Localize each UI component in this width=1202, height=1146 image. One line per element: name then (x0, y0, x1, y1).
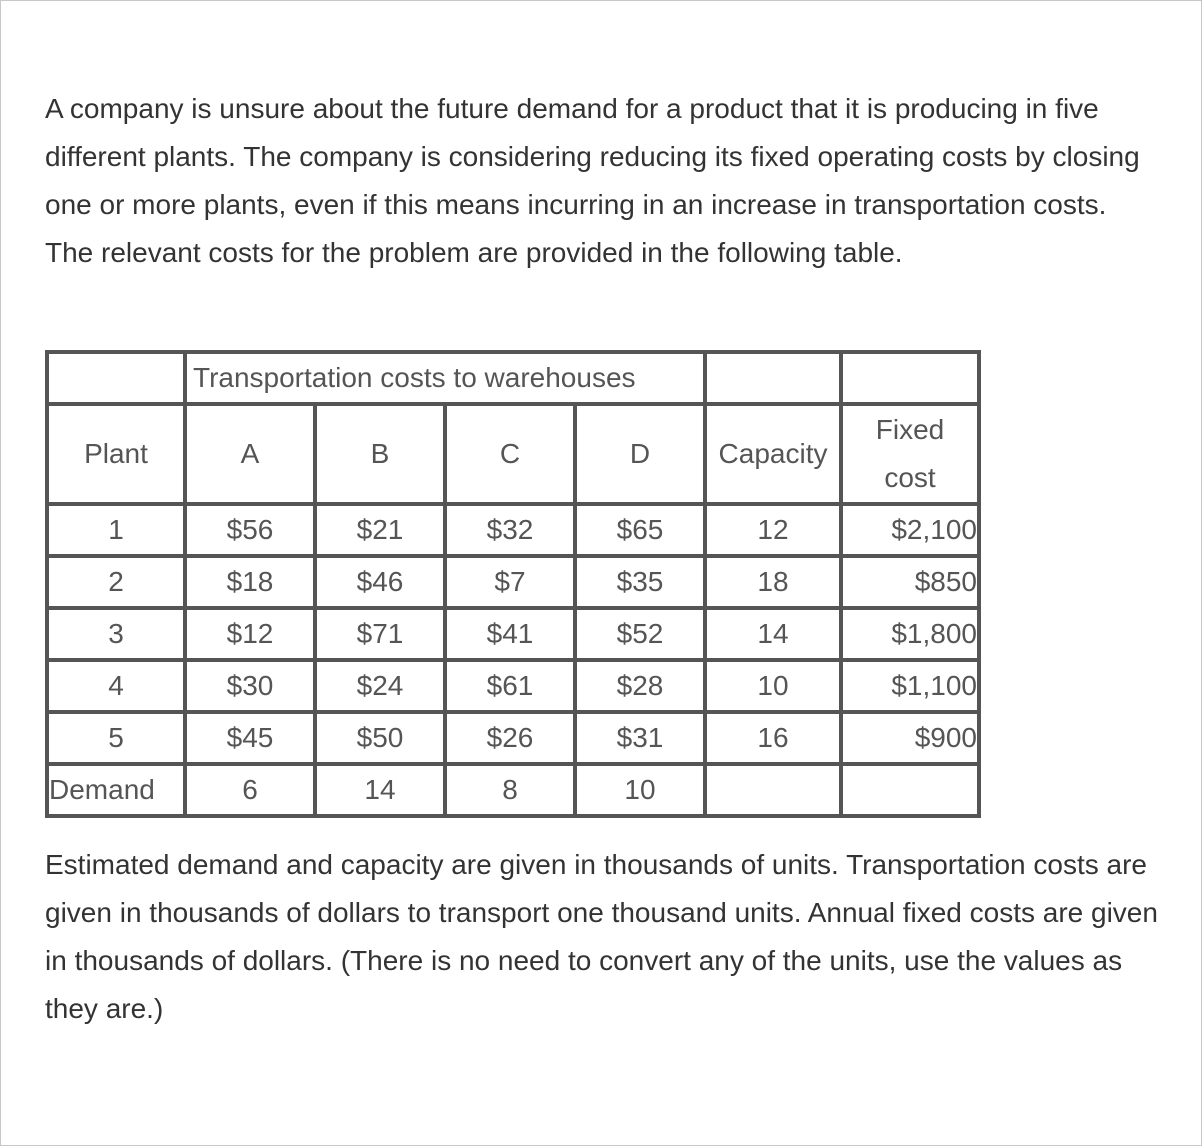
table-row (47, 712, 979, 764)
empty-header-cell (47, 352, 185, 404)
cost-b-cell: $24 (315, 660, 445, 712)
warehouse-c-header: C (445, 404, 575, 504)
plant-cell: 2 (47, 556, 185, 608)
table-group-header-row (47, 352, 979, 404)
capacity-cell: 10 (705, 660, 841, 712)
cost-b-cell: $71 (315, 608, 445, 660)
table-row (47, 504, 979, 556)
fixed-cost-header-line1: Fixed (875, 414, 945, 445)
empty-header-cell (705, 352, 841, 404)
empty-header-cell (841, 352, 979, 404)
transport-costs-group-header: Transportation costs to warehouses (185, 352, 705, 404)
warehouse-d-header: D (575, 404, 705, 504)
plant-cell: 3 (47, 608, 185, 660)
demand-d-cell: 10 (575, 764, 705, 816)
cost-a-cell: $45 (185, 712, 315, 764)
notes-paragraph: Estimated demand and capacity are given in thousands of units. Transportation costs are given in thousands of dollars to transport one thousand units. Annual fixed costs are given in thousands of dollars. (There is no need to convert any of the units, use the values as they are.) (45, 849, 1158, 1024)
cost-c-cell: $7 (445, 556, 575, 608)
capacity-cell: 12 (705, 504, 841, 556)
plant-column-header: Plant (47, 404, 185, 504)
warehouse-a-header: A (185, 404, 315, 504)
cost-d-cell: $35 (575, 556, 705, 608)
table-column-header-row (47, 404, 979, 504)
empty-cell (841, 764, 979, 816)
capacity-column-header: Capacity (705, 404, 841, 504)
plant-cell: 4 (47, 660, 185, 712)
demand-row (47, 764, 979, 816)
capacity-cell: 14 (705, 608, 841, 660)
cost-b-cell: $50 (315, 712, 445, 764)
warehouse-b-header: B (315, 404, 445, 504)
cost-c-cell: $32 (445, 504, 575, 556)
demand-a-cell: 6 (185, 764, 315, 816)
table-row (47, 608, 979, 660)
capacity-cell: 16 (705, 712, 841, 764)
fixed-cost-cell: $2,100 (841, 504, 979, 556)
fixed-cost-column-header (841, 404, 979, 504)
cost-c-cell: $41 (445, 608, 575, 660)
cost-d-cell: $31 (575, 712, 705, 764)
table-row (47, 556, 979, 608)
cost-d-cell: $28 (575, 660, 705, 712)
cost-b-cell: $21 (315, 504, 445, 556)
cost-a-cell: $12 (185, 608, 315, 660)
cost-d-cell: $65 (575, 504, 705, 556)
cost-a-cell: $56 (185, 504, 315, 556)
intro-paragraph: A company is unsure about the future demand for a product that it is producing in five different plants. The company is considering reducing its fixed operating costs by closing one or more plants, even if this means incurring in an increase in transportation costs. The relevant costs for the problem are provided in the following table. (45, 93, 1140, 268)
plant-cell: 5 (47, 712, 185, 764)
demand-c-cell: 8 (445, 764, 575, 816)
cost-table (45, 350, 981, 818)
cost-c-cell: $26 (445, 712, 575, 764)
table-row (47, 660, 979, 712)
demand-b-cell: 14 (315, 764, 445, 816)
cost-a-cell: $30 (185, 660, 315, 712)
fixed-cost-header-line2: cost (884, 462, 936, 493)
fixed-cost-cell: $900 (841, 712, 979, 764)
cost-b-cell: $46 (315, 556, 445, 608)
cost-a-cell: $18 (185, 556, 315, 608)
fixed-cost-cell: $1,100 (841, 660, 979, 712)
fixed-cost-cell: $850 (841, 556, 979, 608)
demand-label-cell: Demand (47, 764, 185, 816)
empty-cell (705, 764, 841, 816)
fixed-cost-cell: $1,800 (841, 608, 979, 660)
cost-c-cell: $61 (445, 660, 575, 712)
plant-cell: 1 (47, 504, 185, 556)
cost-d-cell: $52 (575, 608, 705, 660)
capacity-cell: 18 (705, 556, 841, 608)
